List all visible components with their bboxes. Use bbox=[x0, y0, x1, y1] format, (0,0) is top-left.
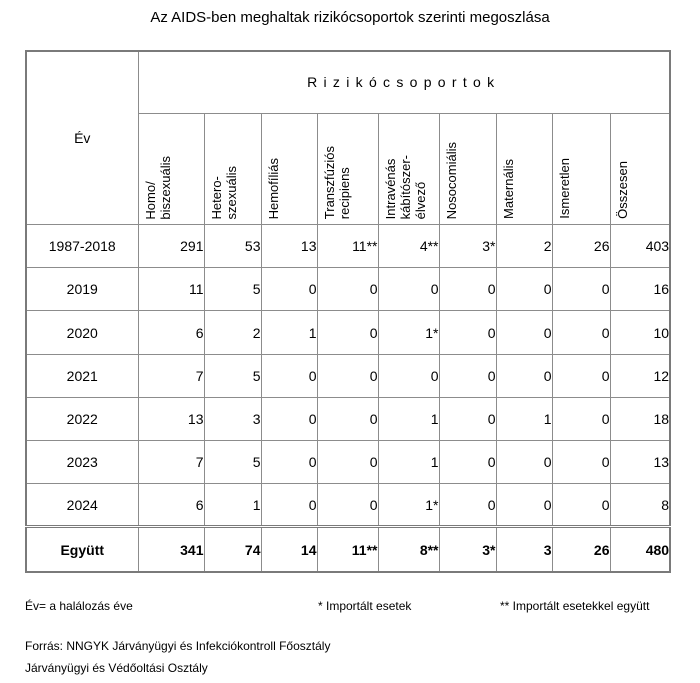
value-cell: 16 bbox=[610, 268, 670, 311]
value-cell: 0 bbox=[261, 397, 317, 440]
value-cell: 12 bbox=[610, 354, 670, 397]
value-cell: 13 bbox=[261, 225, 317, 268]
value-cell: 0 bbox=[378, 268, 439, 311]
year-note: Év= a halálozás éve bbox=[25, 599, 133, 613]
column-header bbox=[552, 113, 610, 224]
value-cell: 0 bbox=[317, 440, 378, 483]
value-cell: 1 bbox=[261, 311, 317, 354]
value-cell: 0 bbox=[317, 484, 378, 527]
total-value-cell: 74 bbox=[204, 527, 261, 572]
column-header-text: Maternális bbox=[500, 159, 516, 220]
total-value-cell: 3* bbox=[439, 527, 496, 572]
value-cell: 2 bbox=[204, 311, 261, 354]
value-cell: 403 bbox=[610, 225, 670, 268]
source-line-1: Forrás: NNGYK Járványügyi és Infekciókontroll Főosztály bbox=[25, 639, 331, 653]
value-cell: 0 bbox=[261, 268, 317, 311]
column-header-text: kábítószer- bbox=[397, 154, 413, 220]
source-line-2: Járványügyi és Védőoltási Osztály bbox=[25, 661, 208, 675]
total-value-cell: 11** bbox=[317, 527, 378, 572]
value-cell: 0 bbox=[439, 484, 496, 527]
total-row bbox=[26, 527, 670, 572]
value-cell: 0 bbox=[317, 311, 378, 354]
column-header-label bbox=[266, 158, 281, 219]
value-cell: 0 bbox=[261, 354, 317, 397]
value-cell: 8 bbox=[610, 484, 670, 527]
value-cell: 0 bbox=[552, 311, 610, 354]
column-header-text: Nosocomiális bbox=[443, 141, 459, 220]
value-cell: 0 bbox=[261, 484, 317, 527]
table-row bbox=[26, 354, 670, 397]
imported-note: * Importált esetek bbox=[318, 599, 412, 613]
year-header-label: Év bbox=[74, 130, 91, 147]
value-cell: 11** bbox=[317, 225, 378, 268]
column-header-text: biszexuális bbox=[157, 155, 173, 220]
value-cell: 13 bbox=[610, 440, 670, 483]
value-cell: 0 bbox=[552, 397, 610, 440]
risk-groups-header: Rizikócsoportok bbox=[138, 51, 670, 113]
column-header bbox=[496, 113, 552, 224]
value-cell: 53 bbox=[204, 225, 261, 268]
column-header-text: Összesen bbox=[614, 161, 630, 220]
value-cell: 3* bbox=[439, 225, 496, 268]
column-header bbox=[138, 113, 204, 224]
column-header-label bbox=[383, 155, 428, 219]
column-header bbox=[204, 113, 261, 224]
column-header-text: szexuális bbox=[223, 165, 239, 220]
table-row bbox=[26, 397, 670, 440]
table-row bbox=[26, 484, 670, 527]
value-cell: 1 bbox=[204, 484, 261, 527]
value-cell: 291 bbox=[138, 225, 204, 268]
year-cell: 2023 bbox=[26, 440, 138, 483]
value-cell: 0 bbox=[439, 397, 496, 440]
value-cell: 1* bbox=[378, 311, 439, 354]
value-cell: 6 bbox=[138, 484, 204, 527]
year-cell: 2024 bbox=[26, 484, 138, 527]
total-value-cell: 341 bbox=[138, 527, 204, 572]
column-header bbox=[610, 113, 670, 224]
value-cell: 3 bbox=[204, 397, 261, 440]
column-header-text: Homo/ bbox=[142, 180, 158, 220]
total-value-cell: 26 bbox=[552, 527, 610, 572]
imported-included-note: ** Importált esetekkel együtt bbox=[500, 599, 650, 613]
column-header-label bbox=[322, 146, 352, 219]
value-cell: 0 bbox=[496, 440, 552, 483]
value-cell: 0 bbox=[261, 440, 317, 483]
column-header-text: Transzfúziós bbox=[321, 145, 337, 220]
page-title: Az AIDS-ben meghaltak rizikócsoportok szerinti megoszlása bbox=[150, 9, 550, 26]
value-cell: 0 bbox=[317, 354, 378, 397]
total-value-cell: 8** bbox=[378, 527, 439, 572]
value-cell: 5 bbox=[204, 268, 261, 311]
value-cell: 0 bbox=[496, 268, 552, 311]
value-cell: 2 bbox=[496, 225, 552, 268]
column-header-label bbox=[143, 156, 173, 220]
column-header-label bbox=[209, 166, 239, 219]
value-cell: 5 bbox=[204, 440, 261, 483]
total-value-cell: 480 bbox=[610, 527, 670, 572]
total-value-cell: 3 bbox=[496, 527, 552, 572]
value-cell: 1 bbox=[496, 397, 552, 440]
value-cell: 10 bbox=[610, 311, 670, 354]
column-header-label bbox=[557, 158, 572, 219]
column-header bbox=[317, 113, 378, 224]
year-cell: 2020 bbox=[26, 311, 138, 354]
value-cell: 11 bbox=[138, 268, 204, 311]
column-header-text: recipiens bbox=[336, 167, 352, 220]
table-row bbox=[26, 440, 670, 483]
value-cell: 6 bbox=[138, 311, 204, 354]
year-cell: 2022 bbox=[26, 397, 138, 440]
value-cell: 1 bbox=[378, 397, 439, 440]
value-cell: 4** bbox=[378, 225, 439, 268]
value-cell: 0 bbox=[378, 354, 439, 397]
table-row bbox=[26, 268, 670, 311]
value-cell: 13 bbox=[138, 397, 204, 440]
column-header-label bbox=[501, 159, 516, 219]
value-cell: 7 bbox=[138, 354, 204, 397]
column-header-text: Intravénás bbox=[382, 158, 398, 220]
value-cell: 0 bbox=[439, 311, 496, 354]
value-cell: 26 bbox=[552, 225, 610, 268]
column-header bbox=[439, 113, 496, 224]
value-cell: 0 bbox=[552, 354, 610, 397]
value-cell: 18 bbox=[610, 397, 670, 440]
value-cell: 0 bbox=[439, 440, 496, 483]
column-header-label bbox=[615, 161, 630, 219]
year-cell: 2021 bbox=[26, 354, 138, 397]
year-column-header bbox=[26, 51, 138, 225]
total-value-cell: 14 bbox=[261, 527, 317, 572]
column-header-text: Hetero- bbox=[208, 175, 224, 220]
value-cell: 0 bbox=[439, 354, 496, 397]
year-cell: 1987-2018 bbox=[26, 225, 138, 268]
column-header-text: élvező bbox=[412, 181, 428, 220]
year-cell: 2019 bbox=[26, 268, 138, 311]
risk-group-table bbox=[25, 50, 671, 573]
value-cell: 0 bbox=[552, 484, 610, 527]
table-row bbox=[26, 225, 670, 268]
column-header-text: Ismeretlen bbox=[556, 158, 572, 220]
value-cell: 5 bbox=[204, 354, 261, 397]
column-header-text: Hemofíliás bbox=[265, 157, 281, 220]
column-header-label bbox=[444, 142, 459, 219]
value-cell: 0 bbox=[552, 268, 610, 311]
header-row-group bbox=[26, 51, 670, 113]
table-row bbox=[26, 311, 670, 354]
value-cell: 0 bbox=[317, 397, 378, 440]
value-cell: 0 bbox=[496, 311, 552, 354]
value-cell: 0 bbox=[496, 484, 552, 527]
value-cell: 0 bbox=[496, 354, 552, 397]
value-cell: 1* bbox=[378, 484, 439, 527]
column-header bbox=[261, 113, 317, 224]
column-header bbox=[378, 113, 439, 224]
value-cell: 0 bbox=[552, 440, 610, 483]
value-cell: 0 bbox=[439, 268, 496, 311]
value-cell: 7 bbox=[138, 440, 204, 483]
value-cell: 1 bbox=[378, 440, 439, 483]
value-cell: 0 bbox=[317, 268, 378, 311]
total-label: Együtt bbox=[26, 527, 138, 572]
